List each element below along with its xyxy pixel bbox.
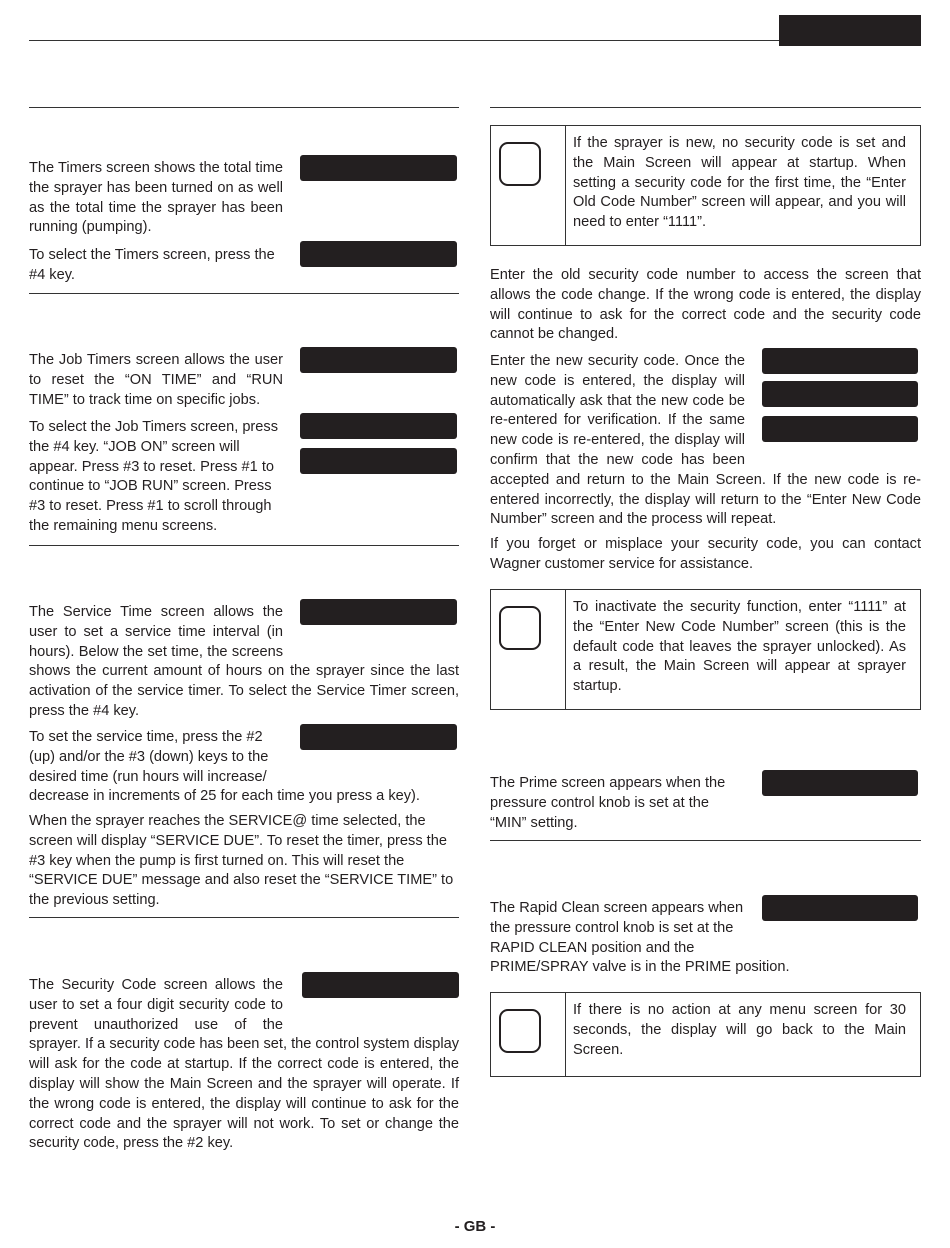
note-box-timeout: [490, 992, 921, 1077]
security-code-description: [29, 976, 459, 1154]
header-rule: [29, 40, 779, 41]
job-timers-instruction-text: To select the Job Timers screen, press the #4 key. “JOB ON” screen will appear. Press #3 to reset. Press #1 to continue to “JOB RUN” screen. Press #3 to reset. Press #1 to scroll through the remaining menu screens.: [29, 419, 279, 534]
note-icon-cell: [491, 590, 566, 709]
old-code-text: Enter the old security code number to access the screen that allows the code change. If the wrong code is entered, the display will continue to ask for the correct code and the security code cannot be changed.: [490, 267, 921, 343]
note-text: If the sprayer is new, no security code is set and the Main Screen will appear at startup. When setting a security code for the first time, the “Enter Old Code Number” screen will appear, and you will need to enter “1111”.: [573, 135, 906, 231]
job-timers-float: [283, 418, 459, 498]
rapid-clean-float: [745, 899, 921, 957]
service-float: [283, 603, 459, 661]
new-code-text-body: Enter the new security code. Once the new code is entered, the display will automatically ask that the new code be re-entered for verification. If the same new code is re-entered, the display will confirm that the new code has been accepted and return to the Main Screen. If the new code is re-entered incorrectly, the display will return to the “Enter New Code Number” screen and the process will repeat.: [490, 353, 921, 528]
service-description-text: The Service Time screen allows the user to set a service time interval (in hours). Below the set time, the screens shows the current amount of hours on the sprayer since the last activation of the service timer. To select the Service Timer screen, press the #4 key.: [29, 604, 459, 719]
service-time-description: [29, 603, 459, 722]
section-divider: [29, 917, 459, 918]
section-divider: [29, 293, 459, 294]
display-screen-image: [762, 770, 918, 796]
section-divider: [29, 545, 459, 546]
service-due-text: When the sprayer reaches the SERVICE@ time selected, the screen will display “SERVICE DUE”. To reset the timer, press the #3 key when the pump is first turned on. This will reset the “SERVICE DUE” message and also reset the “SERVICE TIME” to the previous setting.: [29, 813, 454, 909]
note-icon-cell: [491, 993, 566, 1076]
note-icon: [499, 606, 541, 650]
note-icon: [499, 1009, 541, 1053]
forgot-code-text: If you forget or misplace your security code, you can contact Wagner customer service for assistance.: [490, 536, 921, 572]
language-tab: [779, 15, 921, 46]
timers-description: The Timers screen shows the total time the sprayer has been turned on as well as the total time the sprayer has been running (pumping).: [29, 160, 283, 236]
rapid-clean-text: The Rapid Clean screen appears when the pressure control knob is set at the RAPID CLEAN position and the PRIME/SPRAY valve is in the PRIME position.: [490, 900, 790, 976]
note-icon: [499, 142, 541, 186]
page-footer-label: - GB -: [454, 1218, 496, 1235]
service-float: [283, 728, 459, 786]
note-box-new-sprayer: [490, 125, 921, 246]
note-box-inactivate: [490, 589, 921, 710]
note-text: To inactivate the security function, enter “1111” at the “Enter New Code Number” screen (this is the default code that leaves the sprayer unlocked). As a result, the Main Screen will appear at sprayer startup.: [573, 599, 906, 695]
prime-description: The Prime screen appears when the pressure control knob is set at the “MIN” setting.: [490, 775, 726, 831]
security-float: [283, 976, 459, 1034]
section-divider: [490, 840, 921, 841]
section-divider: [29, 107, 459, 108]
timers-instruction: To select the Timers screen, press the #4 key.: [29, 247, 275, 283]
new-code-text: [490, 352, 921, 530]
note-text: If there is no action at any menu screen for 30 seconds, the display will go back to the Main Screen.: [573, 1002, 906, 1058]
service-instruction-text: To set the service time, press the #2 (up) and/or the #3 (down) keys to the desired time (run hours will increase/ decrease in increments of 25 for each time you press a key).: [29, 729, 420, 805]
display-screen-image: [300, 241, 457, 267]
display-screen-image: [300, 347, 457, 373]
note-icon-cell: [491, 126, 566, 245]
new-code-float: [745, 352, 921, 470]
service-time-instruction: [29, 728, 459, 807]
job-timers-instruction: [29, 418, 459, 537]
security-description-text: The Security Code screen allows the user to set a four digit security code to prevent unauthorized use of the sprayer. If a security code has been set, the control system display will ask for the code at startup. If the correct code is entered, the display will show the Main Screen and the sprayer will operate. If the wrong code is entered, the display will continue to ask for the correct code and the sprayer will not work. To set or change the security code, press the #2 key.: [29, 977, 459, 1152]
rapid-clean-description: [490, 899, 921, 978]
display-screen-image: [300, 155, 457, 181]
job-timers-description: The Job Timers screen allows the user to reset the “ON TIME” and “RUN TIME” to track time on specific jobs.: [29, 352, 283, 408]
section-divider: [490, 107, 921, 108]
